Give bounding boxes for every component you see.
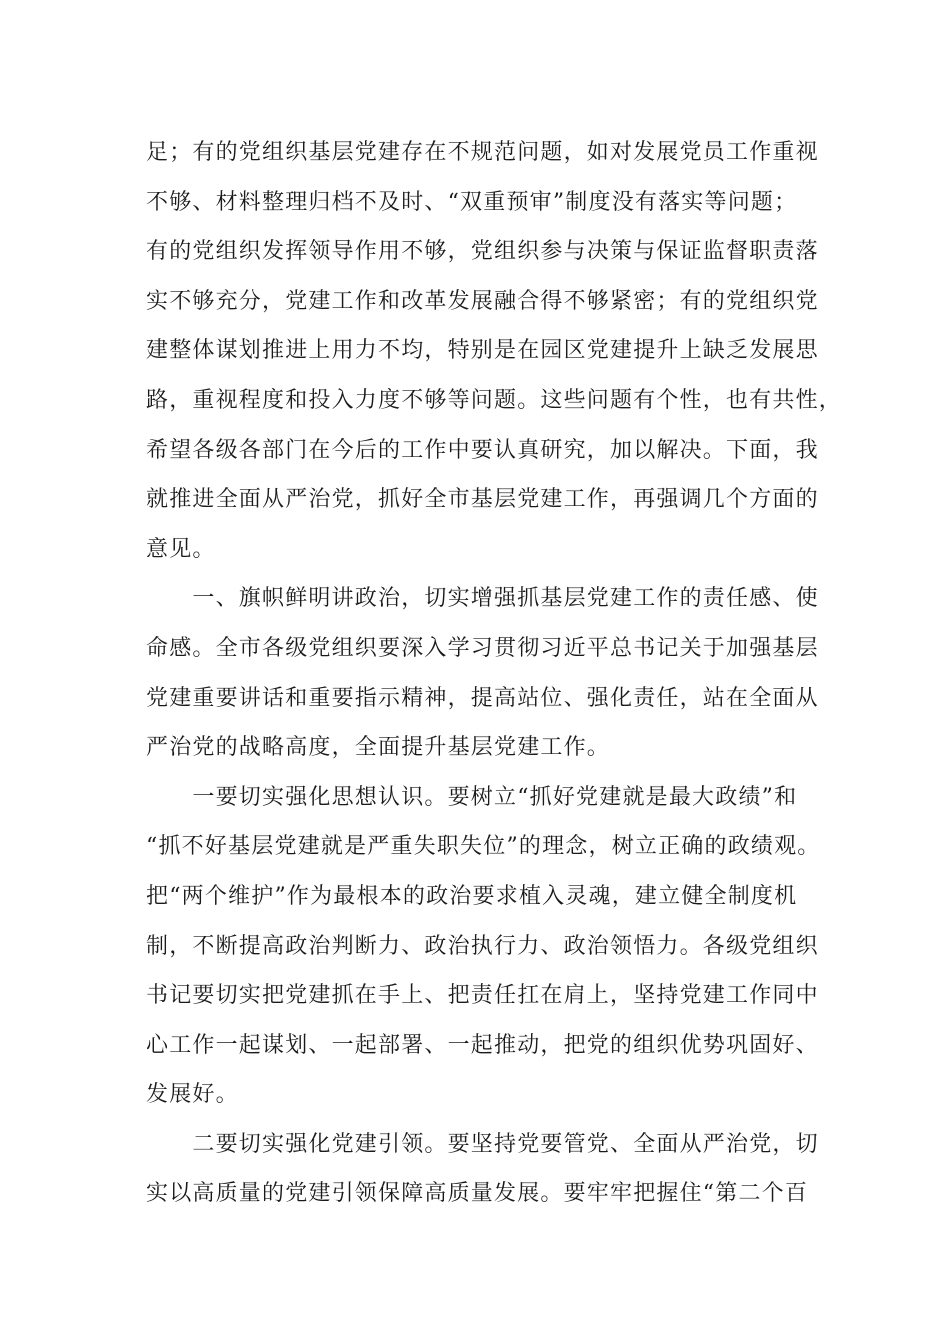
text-line: 足；有的党组织基层党建存在不规范问题，如对发展党员工作重视 bbox=[146, 140, 819, 165]
text-line: 路，重视程度和投入力度不够等问题。这些问题有个性，也有共性， bbox=[146, 387, 843, 413]
text-line: “抓不好基层党建就是严重失职失位”的理念，树立正确的政绩观。 bbox=[146, 834, 821, 860]
text-line: 把“两个维护”作为最根本的政治要求植入灵魂，建立健全制度机 bbox=[146, 883, 798, 909]
text-line: 书记要切实把党建抓在手上、把责任扛在肩上，坚持党建工作同中 bbox=[146, 983, 819, 1009]
text-line: 严治党的战略高度，全面提升基层党建工作。 bbox=[146, 735, 611, 761]
text-line: 意见。 bbox=[146, 536, 216, 562]
text-line: 希望各级各部门在今后的工作中要认真研究，加以解决。下面，我 bbox=[146, 437, 819, 463]
text-line: 不够、材料整理归档不及时、“双重预审”制度没有落实等问题； bbox=[146, 189, 798, 215]
text-line: 一、旗帜鲜明讲政治，切实增强抓基层党建工作的责任感、使 bbox=[146, 586, 819, 612]
text-line: 有的党组织发挥领导作用不够，党组织参与决策与保证监督职责落 bbox=[146, 239, 819, 265]
text-line: 党建重要讲话和重要指示精神，提高站位、强化责任，站在全面从 bbox=[146, 685, 819, 711]
text-line: 制，不断提高政治判断力、政治执行力、政治领悟力。各级党组织 bbox=[146, 933, 819, 959]
text-line: 一要切实强化思想认识。要树立“抓好党建就是最大政绩”和 bbox=[146, 784, 798, 810]
text-line: 实不够充分，党建工作和改革发展融合得不够紧密；有的党组织党 bbox=[146, 288, 819, 314]
text-line: 就推进全面从严治党，抓好全市基层党建工作，再强调几个方面的 bbox=[146, 487, 819, 513]
text-line: 实以高质量的党建引领保障高质量发展。要牢牢把握住“第二个百 bbox=[146, 1181, 809, 1207]
body-text bbox=[146, 128, 843, 1219]
text-line: 心工作一起谋划、一起部署、一起推动，把党的组织优势巩固好、 bbox=[146, 1032, 819, 1058]
text-line: 二要切实强化党建引领。要坚持党要管党、全面从严治党，切 bbox=[146, 1131, 819, 1157]
text-line: 发展好。 bbox=[146, 1082, 239, 1108]
text-line: 命感。全市各级党组织要深入学习贯彻习近平总书记关于加强基层 bbox=[146, 635, 819, 661]
text-line: 建整体谋划推进上用力不均，特别是在园区党建提升上缺乏发展思 bbox=[146, 338, 819, 364]
